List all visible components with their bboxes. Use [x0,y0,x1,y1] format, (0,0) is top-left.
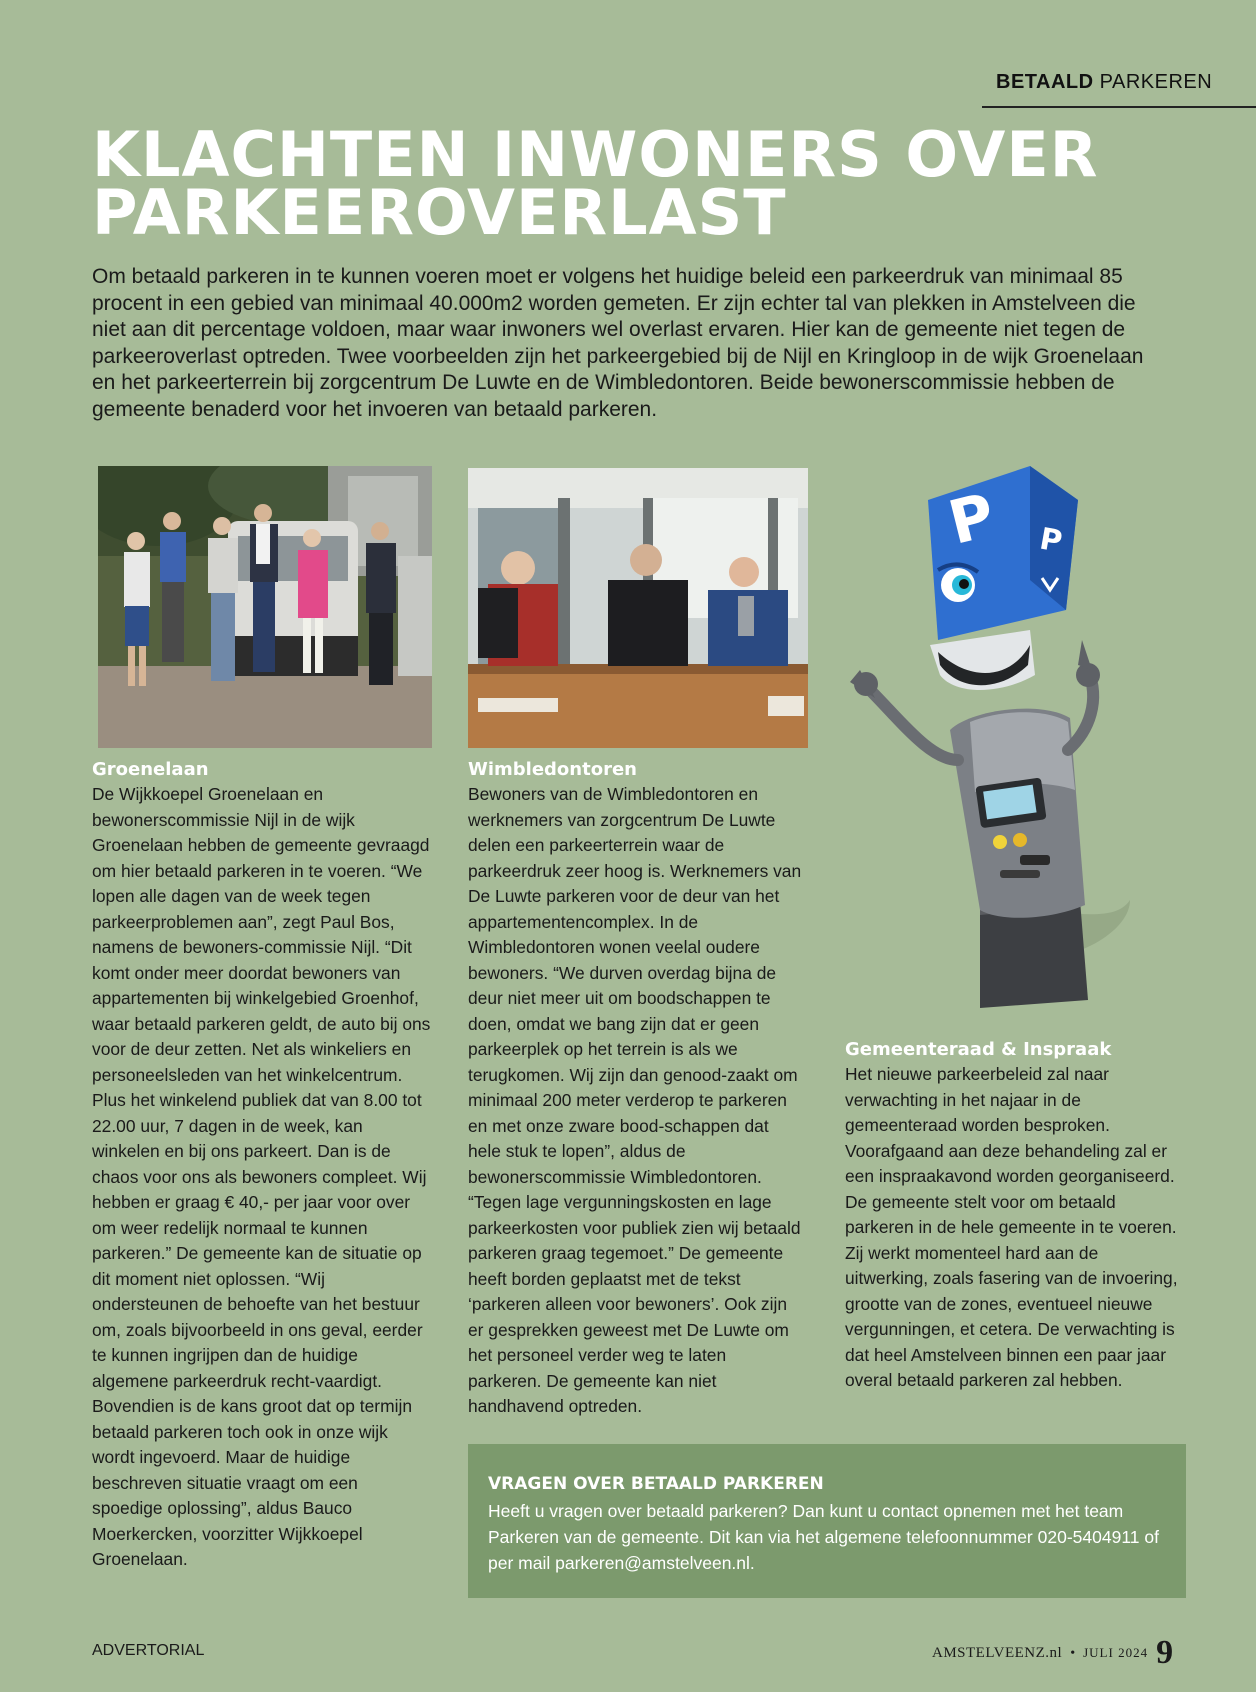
photo-wimbledontoren-meeting [468,468,808,748]
section-gemeenteraad-body: Het nieuwe parkeerbeleid zal naar verwachting in het najaar in de gemeenteraad worden besproken. Voorafgaand aan deze behandeling zal er een inspraakavond worden georganiseerd. De gemeente stelt voor om betaald parkeren in de hele gemeente in te voeren. Zij werkt momenteel hard aan de uitwerking, zoals fasering van de invoering, grootte van de zones, eventueel nieuwe vergunningen, et cetera. De verwachting is dat heel Amstelveen binnen een paar jaar overal betaald parkeren zal hebben. [845,1064,1178,1390]
footer-folio [932,1634,1173,1672]
section-groenelaan-body: De Wijkkoepel Groenelaan en bewonerscommissie Nijl in de wijk Groenelaan hebben de gemeente gevraagd om hier betaald parkeren in te voeren. “We lopen alle dagen van de week tegen parkeerproblemen aan”, zegt Paul Bos, namens de bewoners-commissie Nijl. “Dit komt onder meer doordat bewoners van appartementen bij winkelgebied Groenhof, waar betaald parkeren geldt, de auto bij ons voor de deur zetten. Net als winkeliers en personeelsleden van het winkelcentrum. Plus het winkelend publiek dat van 8.00 tot 22.00 uur, 7 dagen in de week, kan winkelen en bij ons parkeert. Dan is de chaos voor ons als bewoners compleet. Wij hebben er graag € 40,- per jaar voor over om weer redelijk normaal te kunnen parkeren.” De gemeente kan de situatie op dit moment niet oplossen. “Wij ondersteunen de behoefte van het bestuur om, zoals bijvoorbeeld in ons geval, eerder te kunnen ingrijpen dan de huidige algemene parkeerdruk recht-vaardigt. Bovendien is de kans groot dat op termijn betaald parkeren toch ook in onze wijk wordt ingevoerd. Maar de huidige beschreven situatie vraagt om een spoedige oplossing”, aldus Bauco Moerkercken, voorzitter Wijkkoepel Groenelaan. [92,784,431,1569]
mascot-sign-small: P [1037,521,1065,560]
contact-infobox [468,1444,1186,1598]
section-tag [996,71,1212,94]
infobox-body: Heeft u vragen over betaald parkeren? Dan kunt u contact opnemen met het team Parkeren van de gemeente. Dit kan via het algemene telefoonnummer 020-5404911 of per mail parkeren@amstelveen.nl. [488,1501,1159,1573]
article-intro: Om betaald parkeren in te kunnen voeren moet er volgens het huidige beleid een parkeerdruk van minimaal 85 procent in een gebied van minimaal 40.000m2 worden gemeten. Er zijn echter tal van plekken in Amstelveen die niet aan dit percentage voldoen, maar waar inwoners wel overlast ervaren. Hier kan de gemeente niet tegen de parkeeroverlast optreden. Twee voorbeelden zijn het parkeergebied bij de Nijl en Kringloop in de wijk Groenelaan en het parkeerterrein bij zorgcentrum De Luwte en de Wimbledontoren. Beide bewonerscommissie hebben de gemeente benaderd voor het invoeren van betaald parkeren. [92,265,1144,421]
article-title-line1: KLACHTEN INWONERS OVER [92,118,1099,191]
mascot-sign-letter: P [942,480,1002,559]
section-tag-rest: PARKEREN [1099,71,1213,93]
article-title [92,118,1192,249]
footer-date: JULI 2024 [1083,1645,1149,1660]
section-gemeenteraad-heading: Gemeenteraad & Inspraak [845,1039,1112,1060]
footer-brand: AMSTELVEENZ.nl [932,1645,1063,1661]
footer-advertorial-label: ADVERTORIAL [92,1642,205,1659]
section-wimbledontoren [468,758,802,1420]
section-groenelaan-heading: Groenelaan [92,759,209,780]
page-number: 9 [1156,1634,1174,1671]
section-tag-bold: BETAALD [996,71,1094,93]
photo-groenelaan-group [98,466,432,748]
section-wimbledontoren-body: Bewoners van de Wimbledontoren en werknemers van zorgcentrum De Luwte delen een parkeerterrein waar de parkeerdruk zeer hoog is. Werknemers van De Luwte parkeren voor de deur van het appartementencomplex. In de Wimbledontoren wonen veelal oudere bewoners. “We durven overdag bijna de deur niet meer uit om boodschappen te doen, omdat we bang zijn dat er geen parkeerplek op het terrein is als we terugkomen. Wij zijn dan genood-zaakt om minimaal 200 meter verderop te parkeren en met onze zware bood-schappen dat hele stuk te lopen”, aldus de bewonerscommissie Wimbledontoren. “Tegen lage vergunningskosten en lage parkeerkosten voor publiek zien wij betaald parkeren graag tegemoet.” De gemeente heeft borden geplaatst met de tekst ‘parkeren alleen voor bewoners’. Ook zijn er gesprekken geweest met De Luwte om het personeel verder weg te laten parkeren. De gemeente kan niet handhavend optreden. [468,784,802,1416]
section-tag-rule [982,106,1256,108]
section-gemeenteraad [845,1038,1185,1394]
section-groenelaan [92,758,432,1573]
article-title-line2: PARKEEROVERLAST [92,176,787,249]
infobox-title: VRAGEN OVER BETAALD PARKEREN [488,1474,824,1494]
section-wimbledontoren-heading: Wimbledontoren [468,759,637,780]
footer-separator: • [1070,1646,1076,1661]
parking-meter-mascot-illustration [830,460,1160,1015]
